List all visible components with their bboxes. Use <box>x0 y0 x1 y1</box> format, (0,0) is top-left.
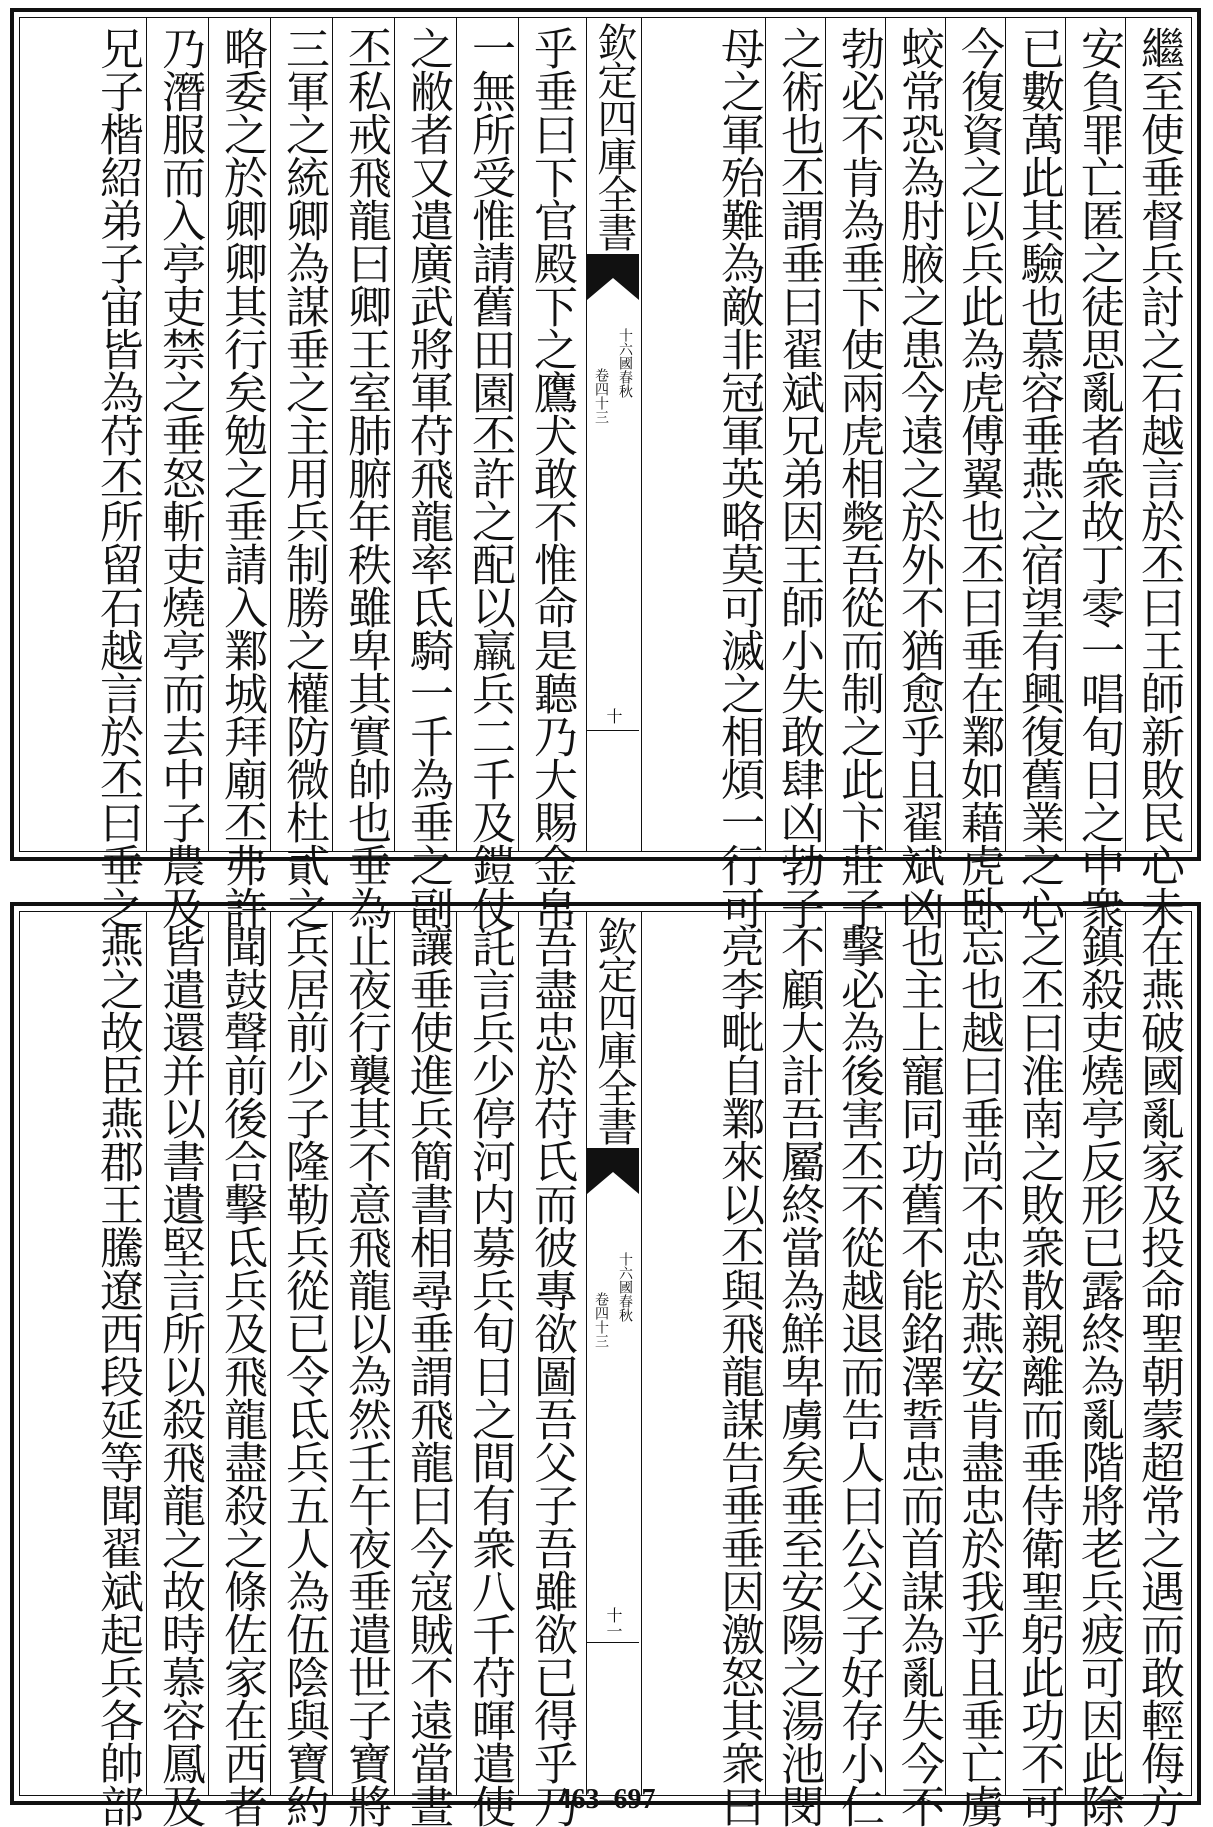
text-column: 擊必為後害丕不從越退而告人曰公父子好存小仁 <box>833 924 884 1827</box>
text-column: 聞鼓聲前後合擊氐兵及飛龍盡殺之條佐家在西者 <box>216 924 267 1827</box>
text-column: 母之軍殆難為敵非冠軍英略莫可滅之相煩一行可 <box>713 26 764 929</box>
text-column: 兵居前少子隆勒兵從已令氐兵五人為伍陰與寶約 <box>278 924 329 1827</box>
text-column: 乎垂曰下官殿下之鷹犬敢不惟命是聽乃大賜金帛 <box>526 26 577 929</box>
book-title: 欽定四庫全書 <box>591 22 637 250</box>
text-column: 讓垂使進兵簡書相尋垂謂飛龍曰今寇賊不遠當晝 <box>402 924 453 1827</box>
text-column: 今復資之以兵此為虎傅翼也丕曰垂在鄴如藉虎卧 <box>953 26 1004 929</box>
text-column: 丕私戒飛龍曰卿王室肺腑年秩雖卑其實帥也垂為 <box>340 26 391 929</box>
fish-tail-ornament <box>587 1148 639 1194</box>
text-column: 兄子楷紹弟子宙皆為苻丕所留石越言於丕曰垂之 <box>92 26 143 929</box>
text-column: 三軍之統卿為謀垂之主用兵制勝之權防微杜貳之 <box>278 26 329 929</box>
text-column: 蛟常恐為肘腋之患今遠之於外不猶愈乎且翟斌凶 <box>893 26 944 929</box>
page-number: 463–697 <box>557 1784 656 1815</box>
text-column: 一無所受惟請舊田園丕許之配以羸兵二千及鎧仗 <box>464 26 515 929</box>
text-column: 鎮殺吏燒亭反形已露終為亂階將老兵疲可因此除 <box>1073 924 1124 1827</box>
text-column: 止夜行襲其不意飛龍以為然壬午夜垂遣世子寶將 <box>340 924 391 1827</box>
leaf-number: 十 <box>604 708 623 724</box>
text-column: 之術也丕謂垂曰翟斌兄弟因王師小失敢肆凶勃子 <box>773 26 824 929</box>
text-column: 吾盡忠於苻氏而彼專欲圖吾父子吾雖欲已得乎乃 <box>526 924 577 1827</box>
text-frame-top <box>19 17 1192 929</box>
text-column: 之敝者又遣廣武將軍苻飛龍率氐騎一千為垂之副 <box>402 26 453 929</box>
text-column: 已數萬此其驗也慕容垂燕之宿望有興復舊業之心 <box>1013 26 1064 929</box>
volume-label: 卷四十三 <box>593 368 609 424</box>
text-column: 不顧大計吾屬終當為鮮卑虜矣垂至安陽之湯池閔 <box>773 924 824 1827</box>
center-banner <box>586 18 642 851</box>
volume-label: 卷四十三 <box>593 1292 609 1348</box>
section-label: 十六國春秋 <box>617 328 633 398</box>
text-column: 乃潛服而入亭吏禁之垂怒斬吏燒亭而去中子農及 <box>154 26 205 929</box>
center-banner <box>586 912 642 1795</box>
text-column: 燕之故臣燕郡王騰遼西段延等聞翟斌起兵各帥部 <box>92 924 143 1827</box>
leaf-number: 十一 <box>604 1607 623 1639</box>
text-column: 忘也越曰垂尚不忠於燕安肯盡忠於我乎且垂亡虜 <box>953 924 1004 1827</box>
text-column: 之丕曰淮南之敗衆散親離而垂侍衛聖躬此功不可 <box>1013 924 1064 1827</box>
text-column: 託言兵少停河内募兵旬日之間有衆八千苻暉遣使 <box>464 924 515 1827</box>
text-column: 安負罪亡匿之徒思亂者衆故丁零一唱旬日之中衆 <box>1073 26 1124 929</box>
text-column: 也主上寵同功舊不能銘澤誓忠而首謀為亂失今不 <box>893 924 944 1827</box>
text-column: 略委之於卿卿其行矣勉之垂請入鄴城拜廟丕弗許 <box>216 26 267 929</box>
text-column: 勃必不肯為垂下使兩虎相斃吾從而制之此卞莊子 <box>833 26 884 929</box>
book-title: 欽定四庫全書 <box>591 916 637 1144</box>
section-label: 十六國春秋 <box>617 1252 633 1322</box>
text-column: 皆遣還并以書遺堅言所以殺飛龍之故時慕容鳳及 <box>154 924 205 1827</box>
text-column: 繼至使垂督兵討之石越言於丕曰王師新敗民心未 <box>1133 26 1184 929</box>
fish-tail-ornament <box>587 254 639 300</box>
text-column: 在燕破國亂家及投命聖朝蒙超常之遇而敢輕侮方 <box>1133 924 1184 1827</box>
page-panel-bottom <box>10 902 1201 1827</box>
text-column: 亮李毗自鄴來以丕與飛龍謀告垂垂因激怒其衆曰 <box>713 924 764 1827</box>
page-panel-top <box>10 8 1201 929</box>
